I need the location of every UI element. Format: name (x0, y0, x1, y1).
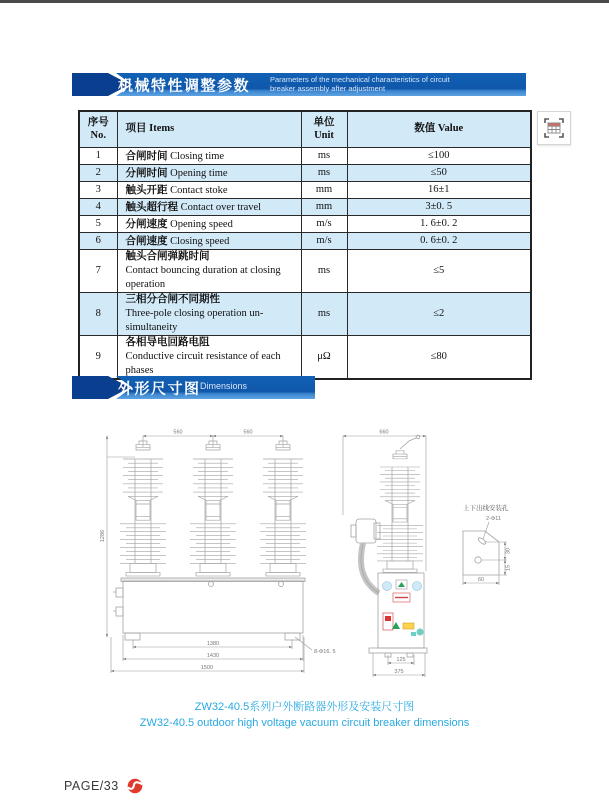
page-footer (64, 778, 143, 794)
cell-no: 5 (79, 215, 117, 232)
section-banner-mechanical (72, 73, 526, 96)
cell-value: ≤100 (347, 147, 531, 164)
dim-base-1430: 1430 (206, 653, 220, 659)
cell-unit: ms (301, 164, 347, 181)
cell-unit: ms (301, 292, 347, 335)
table-row (79, 232, 531, 249)
table-header-row (79, 111, 531, 147)
cell-no: 1 (79, 147, 117, 164)
cell-unit: ms (301, 249, 347, 292)
detail-holes-label: 2-Φ11 (486, 516, 501, 522)
col-header-items: 项目 Items (117, 111, 301, 147)
cell-value: 16±1 (347, 181, 531, 198)
cell-item: 合闸时间 Closing time (117, 147, 301, 164)
cell-item: 触头开距 Contact stoke (117, 181, 301, 198)
caption-zh: ZW32-40.5系列户外断路器外形及安装尺寸图 (194, 701, 415, 713)
cell-unit: μΩ (301, 335, 347, 379)
cell-unit: m/s (301, 215, 347, 232)
dim-pole-pitch-left: 560 (173, 429, 183, 436)
cell-value: ≤5 (347, 249, 531, 292)
cell-unit: mm (301, 181, 347, 198)
company-logo-icon (127, 778, 143, 794)
cell-no: 8 (79, 292, 117, 335)
table-row (79, 181, 531, 198)
dim-holes-note: 8-Φ16. 5 (314, 649, 336, 655)
cell-no: 3 (79, 181, 117, 198)
table-row (79, 292, 531, 335)
table-view-button[interactable] (537, 111, 571, 145)
cell-item: 三相分合闸不同期性 Three-pole closing operation un-simultaneity (117, 292, 301, 335)
section-title-zh: 外形尺寸图 (118, 380, 201, 397)
dim-pole-pitch-right: 560 (243, 429, 253, 436)
mechanical-parameters-table (78, 110, 532, 380)
mounting-hole-detail (463, 503, 512, 585)
cell-value: ≤2 (347, 292, 531, 335)
dim-base-1380: 1380 (206, 641, 220, 647)
dim-side-125: 125 (396, 657, 406, 663)
table-row (79, 147, 531, 164)
table-row (79, 164, 531, 181)
side-view (343, 430, 427, 678)
cell-value: 0. 6±0. 2 (347, 232, 531, 249)
cell-item: 分闸速度 Opening speed (117, 215, 301, 232)
col-header-value: 数值 Value (347, 111, 531, 147)
cell-item: 各相导电回路电阻 Conductive circuit resistance of each phases (117, 335, 301, 379)
cell-no: 7 (79, 249, 117, 292)
dim-side-375: 375 (394, 669, 404, 675)
table-row (79, 215, 531, 232)
page-top-rule (0, 0, 609, 3)
col-header-no: 序号 No. (79, 111, 117, 147)
cell-value: 3±0. 5 (347, 198, 531, 215)
cell-item: 触头合闸弹跳时间 Contact bouncing duration at closing operation (117, 249, 301, 292)
dim-side-660: 660 (379, 429, 389, 436)
section-banner-dimensions (72, 376, 315, 399)
section-title-en-line2: breaker assembly after adjustment (270, 83, 386, 93)
page-number: PAGE/33 (64, 779, 119, 793)
section-title-en: Dimensions (200, 381, 248, 391)
cell-no: 2 (79, 164, 117, 181)
table-row (79, 198, 531, 215)
cell-unit: mm (301, 198, 347, 215)
detail-dim-60: 60 (477, 577, 485, 583)
cell-no: 6 (79, 232, 117, 249)
cell-value: ≤50 (347, 164, 531, 181)
cell-unit: ms (301, 147, 347, 164)
dimension-drawing (85, 423, 525, 695)
table-row (79, 335, 531, 379)
table-grid-icon (543, 117, 565, 139)
detail-dim-15: 15 (505, 564, 512, 572)
table-row (79, 249, 531, 292)
front-view (100, 430, 336, 674)
col-header-unit: 单位 Unit (301, 111, 347, 147)
cell-value: 1. 6±0. 2 (347, 215, 531, 232)
cell-item: 分闸时间 Opening time (117, 164, 301, 181)
cell-item: 触头超行程 Contact over travel (117, 198, 301, 215)
section-title-en (270, 76, 450, 93)
caption-en: ZW32-40.5 outdoor high voltage vacuum circuit breaker dimensions (139, 716, 470, 729)
detail-title: 上下出线安装孔 (463, 505, 509, 512)
section-title-en-line1: Parameters of the mechanical characteristics of circuit (270, 75, 450, 84)
cell-value: ≤80 (347, 335, 531, 379)
drawing-caption (0, 700, 609, 731)
section-title-zh: 机械特性调整参数 (118, 77, 251, 94)
cell-no: 4 (79, 198, 117, 215)
dim-overall-height: 1286 (100, 529, 106, 543)
dim-base-1500: 1500 (200, 665, 214, 671)
cell-item: 合闸速度 Closing speed (117, 232, 301, 249)
cell-unit: m/s (301, 232, 347, 249)
cell-no: 9 (79, 335, 117, 379)
detail-dim-30: 30 (505, 547, 512, 555)
